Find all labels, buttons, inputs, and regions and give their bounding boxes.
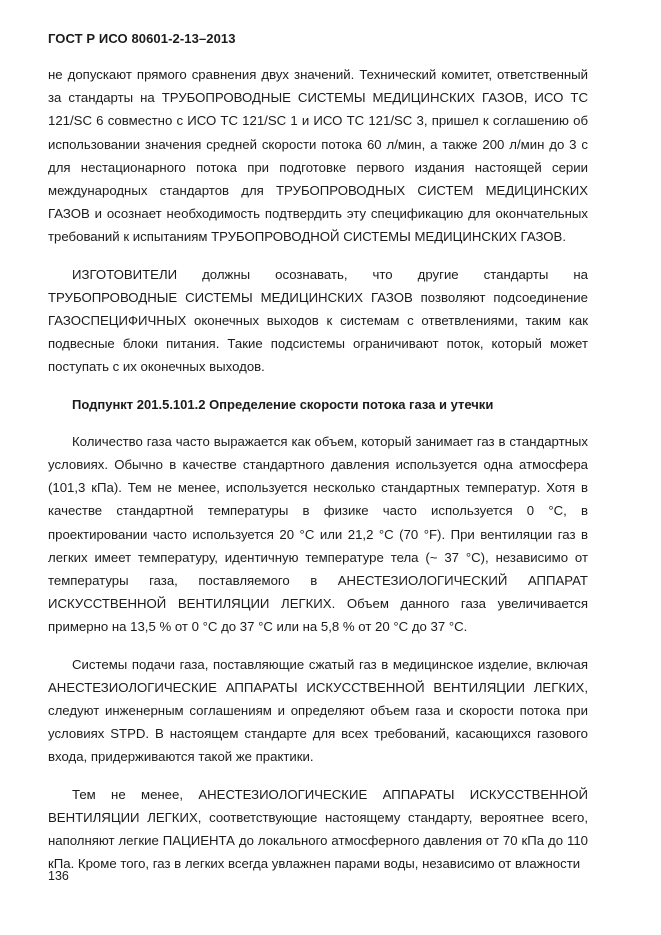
paragraph-gas-quantity: Количество газа часто выражается как объем, который занимает газ в стандартных условиях. Обычно в качестве стандартного давления используется одна атмосфера (101,3 кПа). Тем не менее, используется несколько стандартных температур. Хотя в качестве стандартной температуры в физике часто используется 0 °С, в проектировании часто используется 20 °С или 21,2 °С (70 °F). При вентиляции газ в легких имеет температуру, идентичную температуре тела (~ 37 °С), независимо от температуры газа, поставляемого в АНЕСТЕЗИОЛОГИЧЕСКИЙ АППАРАТ ИСКУССТВЕННОЙ ВЕНТИЛЯЦИИ ЛЕГКИХ. Объем данного газа увеличивается примерно на 13,5 % от 0 °С до 37 °С или на 5,8 % от 20 °С до 37 °С. [48,433,588,635]
paragraph-lung-filling: Тем не менее, АНЕСТЕЗИОЛОГИЧЕСКИЕ АППАРАТЫ ИСКУССТВЕННОЙ ВЕНТИЛЯЦИИ ЛЕГКИХ, соответствующие настоящему стандарту, вероятнее всего, наполняют легкие ПАЦИЕНТА до локального атмосферного давления от 70 кПа до 110 кПа. Кроме того, газ в легких всегда увлажнен парами воды, независимо от влажности [48,786,588,872]
paragraph-gas-supply: Системы подачи газа, поставляющие сжатый газ в медицинское изделие, включая АНЕСТЕЗИОЛОГИЧЕСКИЕ АППАРАТЫ ИСКУССТВЕННОЙ ВЕНТИЛЯЦИИ ЛЕГКИХ, следуют инженерным соглашениям и определяют объем газа и скорости потока при условиях STPD. В настоящем стандарте для всех требований, касающихся газового входа, придерживаются такой же практики. [48,656,588,765]
document-body [48,63,588,890]
standard-header: ГОСТ Р ИСО 80601-2-13–2013 [48,31,236,46]
paragraph-continuation: не допускают прямого сравнения двух значений. Технический комитет, ответственный за стандарты на ТРУБОПРОВОДНЫЕ СИСТЕМЫ МЕДИЦИНСКИХ ГАЗОВ, ИСО ТС 121/SC 6 совместно с ИСО ТС 121/SC 1 и ИСО ТС 121/SC 3, пришел к соглашению об использовании значения средней скорости потока 60 л/мин, а также 200 л/мин до 3 с для нестационарного потока при подготовке первого издания настоящей серии международных стандартов для ТРУБОПРОВОДНЫХ СИСТЕМ МЕДИЦИНСКИХ ГАЗОВ и осознает необходимость подтвердить эту спецификацию для окончательных требований к испытаниям ТРУБОПРОВОДНОЙ СИСТЕМЫ МЕДИЦИНСКИХ ГАЗОВ. [48,67,588,245]
paragraph-manufacturers: ИЗГОТОВИТЕЛИ должны осознавать, что другие стандарты на ТРУБОПРОВОДНЫЕ СИСТЕМЫ МЕДИЦИНСКИХ ГАЗОВ позволяют подсоединение ГАЗОСПЕЦИФИЧНЫХ оконечных выходов к системам с ответвлениями, таким как подвесные блоки питания. Такие подсистемы ограничивают поток, который может поступать с их оконечных выходов. [48,266,588,375]
page-number: 136 [48,869,69,883]
section-heading: Подпункт 201.5.101.2 Определение скорости потока газа и утечки [72,396,494,412]
